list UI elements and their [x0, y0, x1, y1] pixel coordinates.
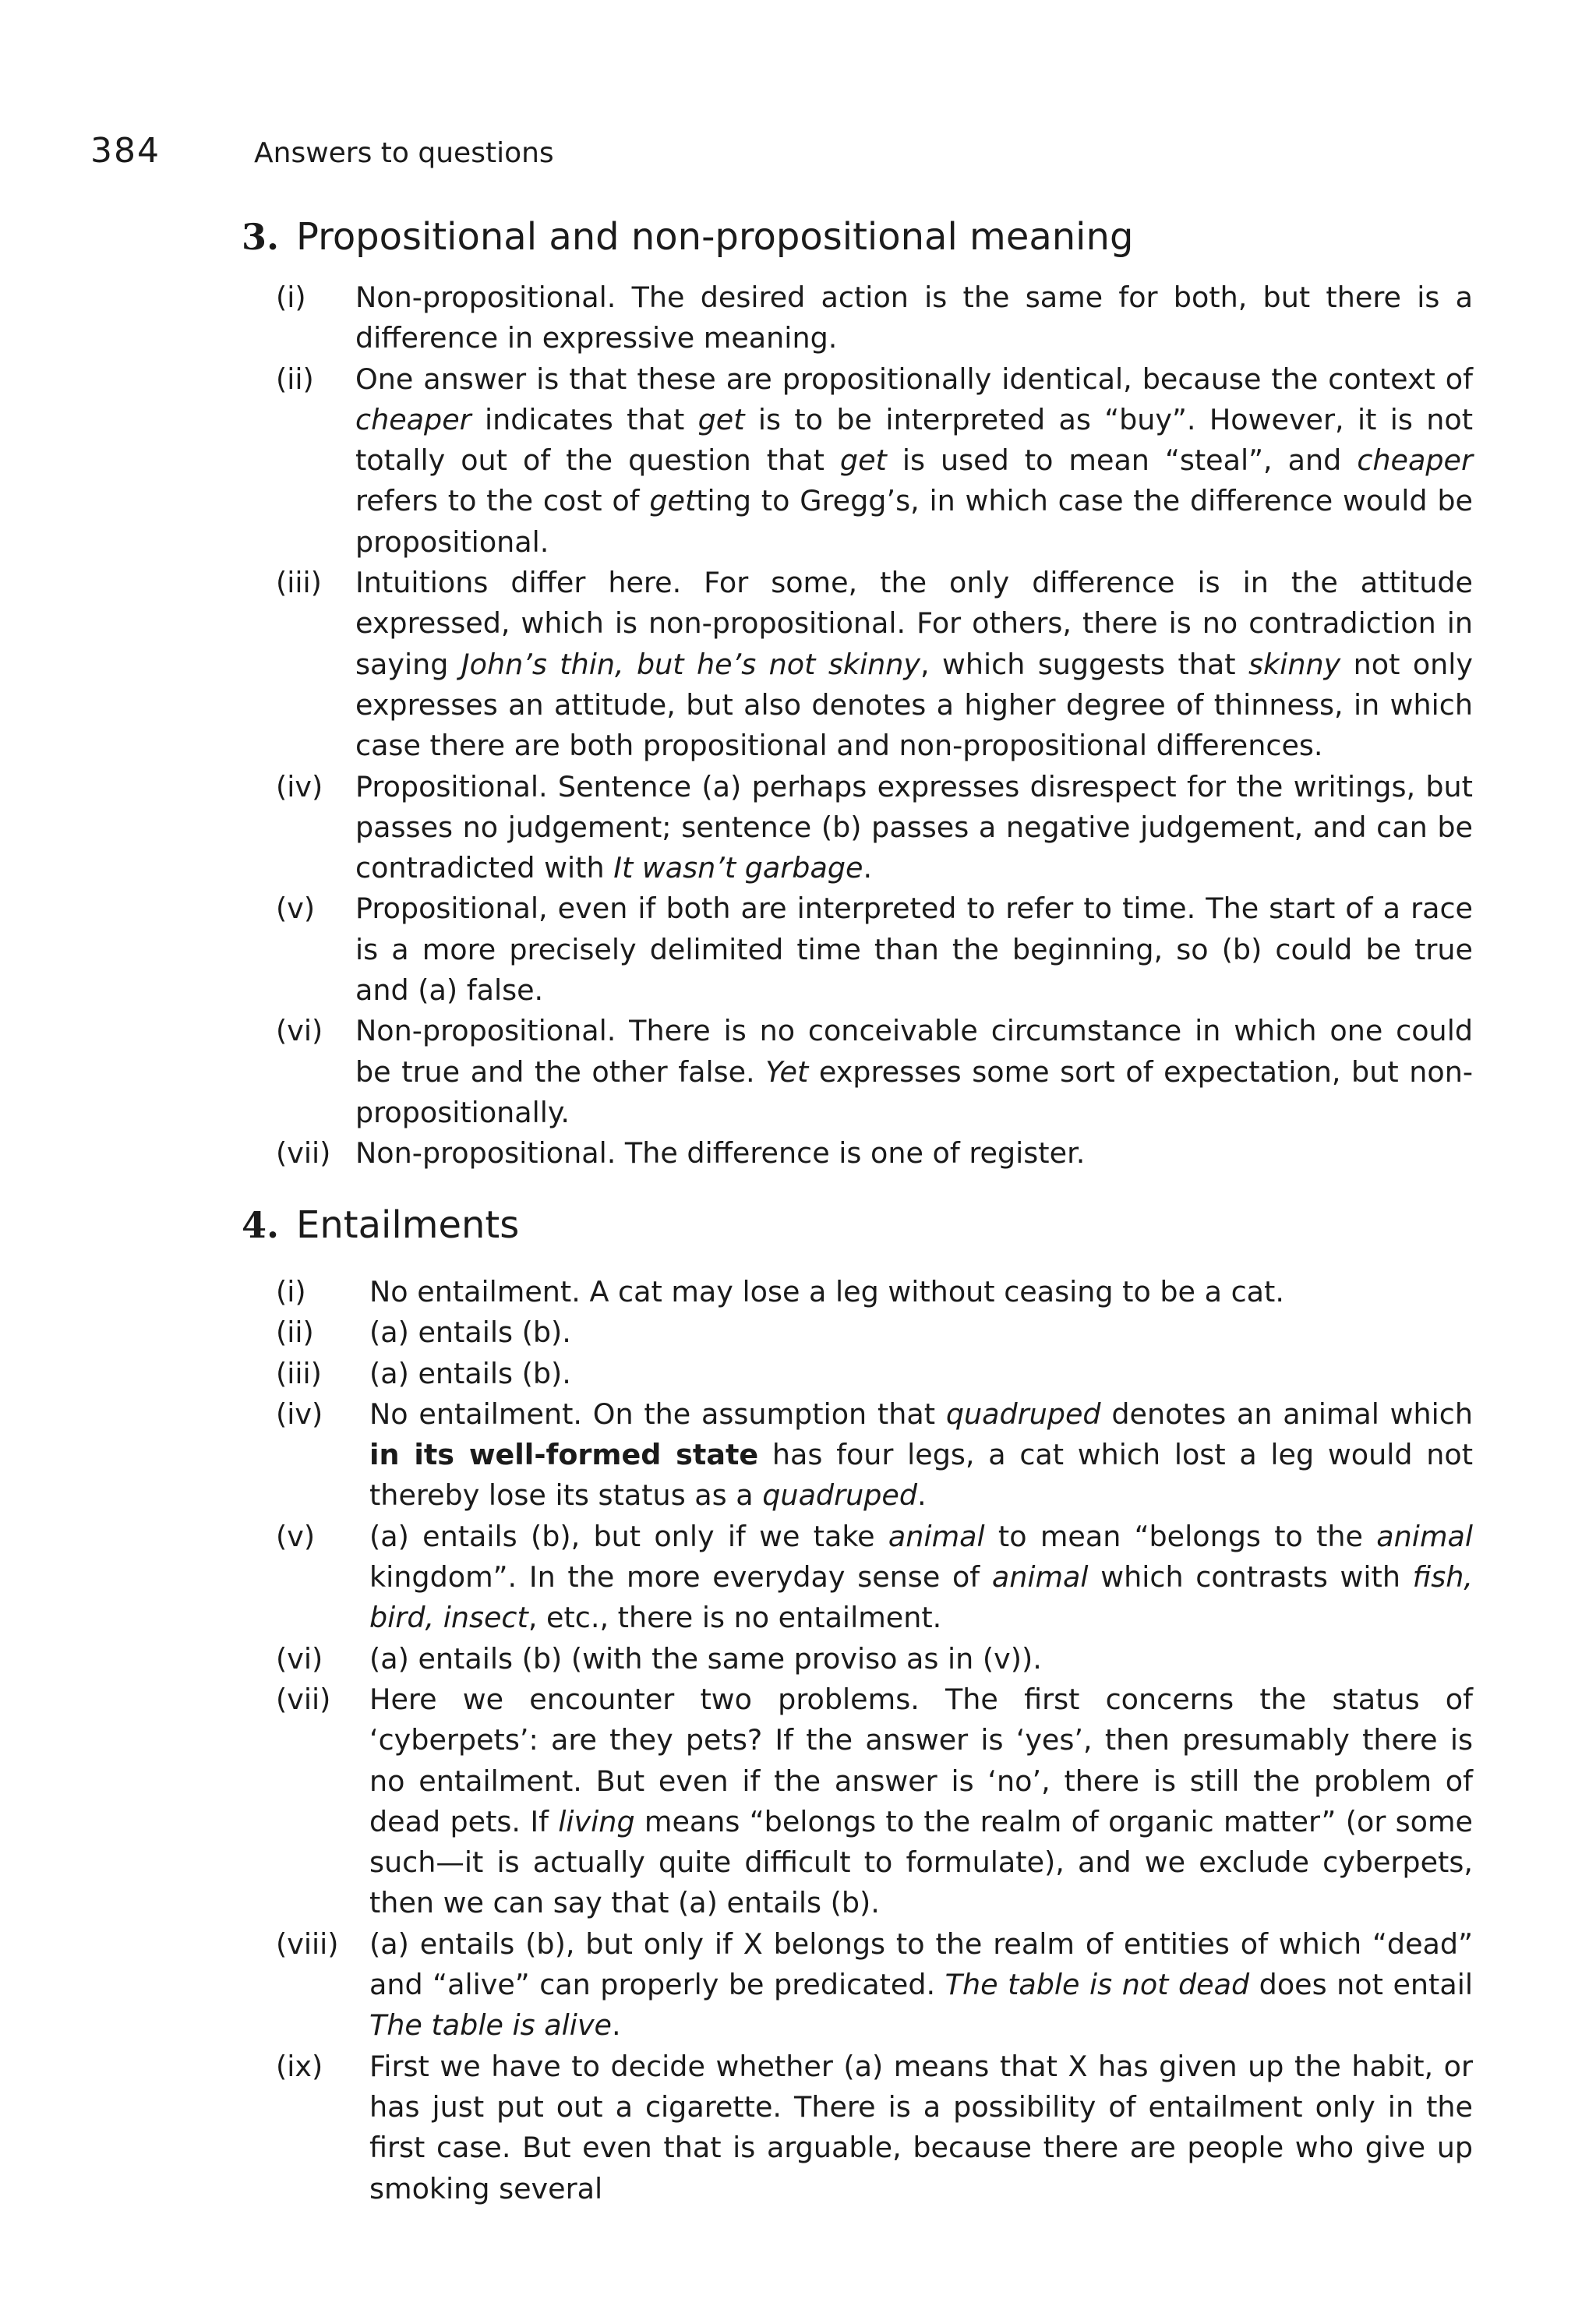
answer-text: Intuitions differ here. For some, the only difference is in the attitude expressed, which is non-propositional. For others, there is no contradiction in saying John’s thin, but he’s not skinny, which suggests that skinny not only expresses an attitude, but also denotes a higher degree of thinness, in which case there are both propositional and non-propositional differences. — [355, 566, 1474, 763]
answer-text: Non-propositional. The difference is one of register. — [355, 1136, 1086, 1171]
answer-label: (i) — [276, 1275, 306, 1308]
answer-label: (ix) — [276, 2049, 323, 2083]
answer-label: (ii) — [276, 1315, 314, 1350]
answer-item — [242, 1312, 1473, 1353]
section-title: Propositional and non-propositional meaning — [296, 215, 1134, 259]
answer-text: (a) entails (b). — [369, 1356, 571, 1390]
answer-text: Here we encounter two problems. The first concerns the status of ‘cyberpets’: are they pets? If the answer is ‘yes’, then presumably there is no entailment. But even if the answer is ‘no’, there is still the problem of dead pets. If living means “belongs to the realm of organic matter” (or some such—it is actually quite difficult to formulate), and we exclude cyberpets, then we can say that (a) entails (b). — [369, 1682, 1473, 1920]
answer-item — [242, 1272, 1473, 1312]
answer-text: One answer is that these are propositionally identical, because the context of cheaper indicates that get is to be interpreted as “buy”. However, it is not totally out of the question that get is used to mean “steal”, and cheaper refers to the cost of getting to Gregg’s, in which case the difference would be propositional. — [355, 362, 1474, 559]
answer-item — [242, 359, 1473, 563]
answer-label: (vi) — [276, 1014, 323, 1048]
section-number: 4. — [242, 1204, 280, 1246]
answer-list — [242, 1272, 1473, 2209]
answer-text: No entailment. On the assumption that quadruped denotes an animal which in its well-formed state has four legs, a cat which lost a leg would not thereby lose its status as a quadruped. — [369, 1397, 1474, 1513]
page-number: 384 — [90, 131, 161, 171]
running-head — [90, 131, 554, 178]
answer-item — [242, 1924, 1473, 2046]
section-heading — [242, 1202, 1473, 1248]
answer-label: (iii) — [276, 566, 322, 600]
answer-item — [242, 1679, 1473, 1924]
answer-label: (v) — [276, 892, 316, 926]
answer-label: (vii) — [276, 1136, 331, 1171]
answer-text: First we have to decide whether (a) means that X has given up the habit, or has just put out a cigarette. There is a possibility of entailment only in the first case. But even that is arguable, because there are people who give up smoking several — [369, 2049, 1473, 2205]
answer-text: No entailment. A cat may lose a leg without ceasing to be a cat. — [369, 1275, 1284, 1308]
answer-item — [242, 563, 1473, 766]
answer-text: Propositional. Sentence (a) perhaps expresses disrespect for the writings, but passes no judgement; sentence (b) passes a negative judgement, and can be contradicted with It wasn’t garbage. — [355, 769, 1473, 885]
answer-label: (iv) — [276, 1397, 323, 1431]
answer-item — [242, 1133, 1473, 1174]
answer-item — [242, 1394, 1473, 1517]
answer-text: Propositional, even if both are interpreted to refer to time. The start of a race is a more precisely delimited time than the beginning, so (b) could be true and (a) false. — [355, 892, 1473, 1008]
answer-item — [242, 1011, 1473, 1133]
answer-label: (vii) — [276, 1682, 331, 1716]
answer-label: (vi) — [276, 1641, 323, 1676]
answer-item — [242, 2046, 1473, 2209]
answer-item — [242, 1639, 1473, 1679]
answer-label: (iv) — [276, 769, 323, 803]
answer-text: Non-propositional. There is no conceivable circumstance in which one could be true and the other false. Yet expresses some sort of expectation, but non-propositionally. — [355, 1014, 1474, 1129]
answer-text: (a) entails (b). — [369, 1315, 571, 1350]
answer-text: (a) entails (b) (with the same proviso as in (v)). — [369, 1641, 1042, 1676]
answer-label: (iii) — [276, 1356, 322, 1390]
answer-text: (a) entails (b), but only if we take animal to mean “belongs to the animal kingdom”. In the more everyday sense of animal which contrasts with fish, bird, insect, etc., there is no entailment. — [369, 1519, 1474, 1635]
answer-item — [242, 1354, 1473, 1394]
section-heading — [242, 214, 1473, 260]
section-number: 3. — [242, 216, 280, 258]
section-entailments — [242, 1202, 1473, 2209]
answer-label: (ii) — [276, 362, 314, 396]
answer-label: (i) — [276, 281, 306, 314]
running-title: Answers to questions — [254, 137, 554, 169]
answer-text: Non-propositional. The desired action is the same for both, but there is a difference in expressive meaning. — [355, 281, 1473, 355]
answer-item — [242, 1517, 1473, 1639]
answer-label: (viii) — [276, 1926, 339, 1961]
section-title: Entailments — [296, 1203, 520, 1247]
answer-item — [242, 888, 1473, 1011]
answer-item — [242, 767, 1473, 889]
answer-list — [242, 277, 1473, 1174]
answer-label: (v) — [276, 1519, 316, 1553]
section-propositional-meaning — [242, 214, 1473, 1174]
answer-item — [242, 277, 1473, 359]
answer-text: (a) entails (b), but only if X belongs to the realm of entities of which “dead” and “alive” can properly be predicated. The table is not dead does not entail The table is alive. — [369, 1926, 1473, 2043]
